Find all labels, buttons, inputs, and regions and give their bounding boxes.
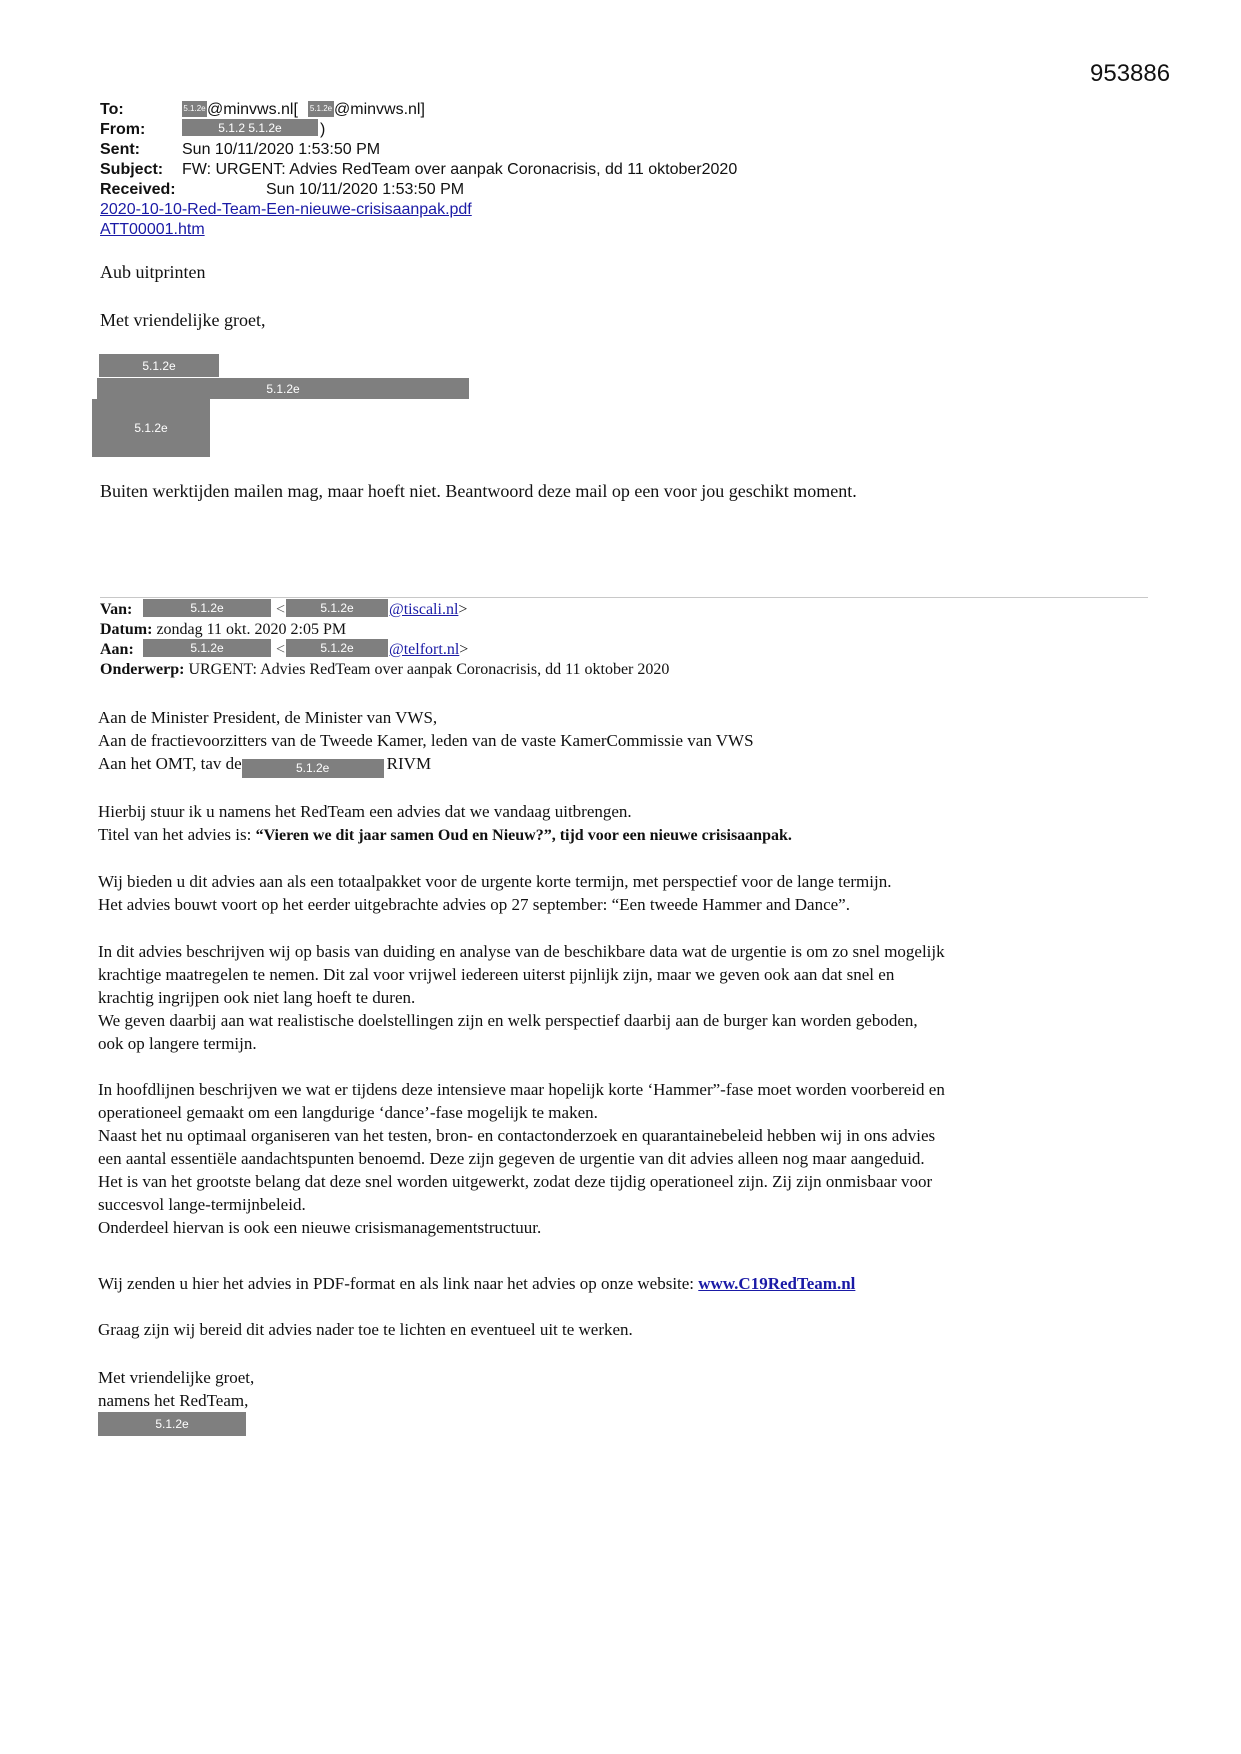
aan-gt: > xyxy=(459,641,469,658)
van-redaction-1: 5.1.2e xyxy=(143,599,271,617)
received-label: Received: xyxy=(100,181,176,198)
addressee-omt: Aan het OMT, tav de xyxy=(98,754,242,773)
aan-email-domain[interactable]: @telfort.nl xyxy=(389,641,460,658)
header-from-row xyxy=(100,120,145,140)
paragraph-1 xyxy=(98,800,1148,847)
addressee-redaction: 5.1.2e xyxy=(242,759,384,778)
p3-line-4: We geven daarbij aan wat realistische doelstellingen zijn en welk perspectief daarbij aan de burger kan worden geboden, xyxy=(98,1011,918,1030)
p1-title-prefix: Titel van het advies is: xyxy=(98,825,256,844)
attachment-pdf-link[interactable]: 2020-10-10-Red-Team-Een-nieuwe-crisisaanpak.pdf xyxy=(100,201,472,218)
aan-lt: < xyxy=(276,641,286,658)
p3-line-5: ook op langere termijn. xyxy=(98,1034,257,1053)
signature-redaction-1: 5.1.2e xyxy=(99,354,219,377)
to-address-1: @minvws.nl[ xyxy=(207,101,298,118)
from-redaction: 5.1.2 5.1.2e xyxy=(182,119,318,136)
p1-line-1: Hierbij stuur ik u namens het RedTeam een advies dat we vandaag uitbrengen. xyxy=(98,802,632,821)
from-label: From: xyxy=(100,121,146,138)
addressee-line-2: Aan de fractievoorzitters van de Tweede Kamer, leden van de vaste KamerCommissie van VWS xyxy=(98,731,754,750)
paragraph-4 xyxy=(98,1078,1148,1239)
van-redaction-2: 5.1.2e xyxy=(286,599,388,617)
subject-label: Subject: xyxy=(100,161,164,178)
from-close-paren: ) xyxy=(320,121,326,138)
van-email xyxy=(389,600,467,620)
fwd-datum-row xyxy=(100,620,346,640)
p3-line-2: krachtige maatregelen te nemen. Dit zal voor vrijwel iedereen uiterst pijnlijk zijn, maar we geven ook aan dat snel en xyxy=(98,965,895,984)
p4-line-3: Naast het nu optimaal organiseren van het testen, bron- en contactonderzoek en quarantainebeleid hebben wij in ons advies xyxy=(98,1126,936,1145)
van-gt: > xyxy=(458,601,468,618)
p4-line-7: Onderdeel hiervan is ook een nieuwe crisismanagementstructuur. xyxy=(98,1218,542,1237)
subject-value: FW: URGENT: Advies RedTeam over aanpak Coronacrisis, dd 11 oktober2020 xyxy=(182,161,738,178)
p3-line-3: krachtig ingrijpen ook niet lang hoeft te duren. xyxy=(98,988,416,1007)
datum-value: zondag 11 okt. 2020 2:05 PM xyxy=(156,621,347,638)
fwd-onderwerp-row xyxy=(100,660,669,680)
closing-signature-redaction: 5.1.2e xyxy=(98,1412,246,1436)
received-value: Sun 10/11/2020 1:53:50 PM xyxy=(266,181,465,198)
paragraph-2 xyxy=(98,870,1148,916)
paragraph-3 xyxy=(98,940,1148,1055)
to-redaction-2: 5.1.2e xyxy=(308,101,334,117)
header-sent-row xyxy=(100,140,140,160)
p1-advice-title: “Vieren we dit jaar samen Oud en Nieuw?”, tijd voor een nieuwe crisisaanpak. xyxy=(255,827,792,844)
p6-line: Graag zijn wij bereid dit advies nader toe te lichten en eventueel uit te werken. xyxy=(98,1320,633,1339)
p4-line-6: succesvol lange-termijnbeleid. xyxy=(98,1195,306,1214)
signature-redaction-3: 5.1.2e xyxy=(92,399,210,457)
p4-line-1: In hoofdlijnen beschrijven we wat er tijdens deze intensieve maar hopelijk korte ‘Hammer”-fase moet worden voorbereid en xyxy=(98,1080,945,1099)
p2-line-1: Wij bieden u dit advies aan als een totaalpakket voor de urgente korte termijn, met perspectief voor de lange termijn. xyxy=(98,872,892,891)
redteam-website-link[interactable]: www.C19RedTeam.nl xyxy=(698,1274,856,1293)
p4-line-4: een aantal essentiële aandachtspunten benoemd. Deze zijn gegeven de urgentie van dit advies alleen nog maar aangeduid. xyxy=(98,1149,925,1168)
fwd-van-label xyxy=(100,600,132,620)
sent-label: Sent: xyxy=(100,141,140,158)
p4-line-5: Het is van het grootste belang dat deze snel worden uitgewerkt, zodat deze tijdig operationeel zijn. Zij zijn onmisbaar voor xyxy=(98,1172,933,1191)
addressee-line-3 xyxy=(98,752,1148,778)
addressee-line-1: Aan de Minister President, de Minister van VWS, xyxy=(98,708,438,727)
print-request: Aub uitprinten xyxy=(100,262,206,282)
fwd-aan-label xyxy=(100,640,134,660)
van-email-domain[interactable]: @tiscali.nl xyxy=(389,601,459,618)
onderwerp-value: URGENT: Advies RedTeam over aanpak Coronacrisis, dd 11 oktober 2020 xyxy=(188,661,670,678)
p4-line-2: operationeel gemaakt om een langdurige ‘dance’-fase mogelijk te maken. xyxy=(98,1103,598,1122)
datum-label: Datum: xyxy=(100,621,153,638)
aan-redaction-1: 5.1.2e xyxy=(143,639,271,657)
p5-line xyxy=(98,1272,1148,1295)
closing-on-behalf: namens het RedTeam, xyxy=(98,1391,249,1410)
header-received-row xyxy=(100,180,176,200)
van-lt: < xyxy=(276,601,286,618)
intro-greeting: Met vriendelijke groet, xyxy=(100,310,266,330)
aan-email xyxy=(389,640,468,660)
p2-line-2: Het advies bouwt voort op het eerder uitgebrachte advies op 27 september: “Een tweede Hammer and Dance”. xyxy=(98,895,850,914)
van-label: Van: xyxy=(100,601,133,618)
forward-divider xyxy=(100,597,1148,598)
p1-line-2 xyxy=(98,823,1148,847)
working-hours-note: Buiten werktijden mailen mag, maar hoeft niet. Beantwoord deze mail op een voor jou geschikt moment. xyxy=(100,481,857,501)
addressee-rivm: RIVM xyxy=(386,754,432,773)
to-label: To: xyxy=(100,101,124,118)
attachment-htm-link[interactable]: ATT00001.htm xyxy=(100,221,205,238)
header-to-row xyxy=(100,100,124,120)
header-subject-row xyxy=(100,160,163,180)
paragraph-5 xyxy=(98,1272,1148,1295)
paragraph-6 xyxy=(98,1318,1148,1341)
onderwerp-label: Onderwerp: xyxy=(100,661,185,678)
aan-label: Aan: xyxy=(100,641,134,658)
document-number: 953886 xyxy=(1090,60,1171,87)
aan-redaction-2: 5.1.2e xyxy=(286,639,388,657)
sent-value: Sun 10/11/2020 1:53:50 PM xyxy=(182,141,381,158)
p3-line-1: In dit advies beschrijven wij op basis van duiding en analyse van de beschikbare data wat de urgentie is om zo snel mogelijk xyxy=(98,942,945,961)
signature-redaction-2: 5.1.2e xyxy=(97,378,469,399)
letter-addressees xyxy=(98,706,1148,778)
to-address-2: @minvws.nl] xyxy=(334,101,425,118)
p5-text: Wij zenden u hier het advies in PDF-format en als link naar het advies op onze website: xyxy=(98,1274,699,1293)
to-redaction-1: 5.1.2e xyxy=(182,101,207,117)
letter-closing xyxy=(98,1366,1148,1412)
closing-greeting: Met vriendelijke groet, xyxy=(98,1368,255,1387)
